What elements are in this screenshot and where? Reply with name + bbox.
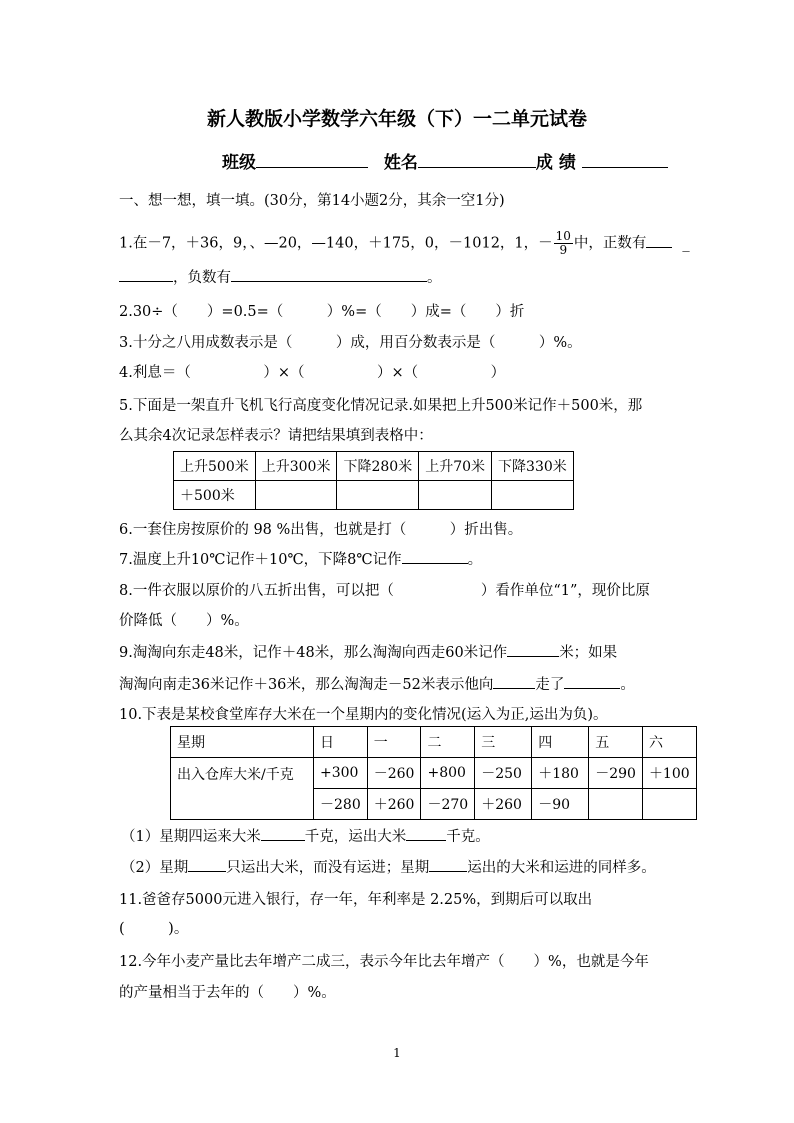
table-cell: +300	[314, 758, 368, 789]
question-12-line-1: 12.今年小麦产量比去年增产二成三，表示今年比去年增产（ ）%，也就是今年	[119, 954, 649, 970]
score-label: 成 绩	[535, 153, 576, 173]
table-cell: －260	[367, 758, 421, 789]
class-label: 班级	[222, 153, 256, 173]
table-header-cell: 一	[367, 727, 421, 758]
q9-blank-2[interactable]	[493, 674, 535, 689]
question-11-line-2: ( )。	[119, 921, 189, 937]
name-label: 姓名	[383, 153, 418, 173]
question-8-line-2: 价降低（ ）%。	[119, 613, 249, 629]
table-cell: －290	[589, 758, 643, 789]
table-header-cell: 六	[642, 727, 696, 758]
q1-negative-label: ，负数有	[173, 270, 231, 286]
q9-blank-3[interactable]	[564, 674, 620, 689]
question-6: 6.一套住房按原价的 98 %出售，也就是打（ ）折出售。	[119, 522, 523, 538]
table-cell: －90	[532, 789, 589, 820]
q7-text: 7.温度上升10℃记作＋10℃，下降8℃记作	[119, 552, 402, 568]
answer-cell[interactable]	[419, 481, 492, 510]
question-12-line-2: 的产量相当于去年的（ ）%。	[119, 985, 336, 1001]
positive-blank[interactable]	[646, 233, 672, 248]
score-blank[interactable]	[582, 151, 668, 168]
fraction-10-9	[554, 230, 573, 257]
table-header-cell: 四	[532, 727, 589, 758]
q7-period: 。	[467, 552, 483, 568]
question-4: 4.利息＝（ ）×（ ）×（ ）	[119, 365, 506, 381]
table-header-cell: 上升500米	[174, 452, 256, 481]
table-header-cell: 上升300米	[255, 452, 337, 481]
question-2: 2.30÷（ ）=0.5=（ ）%=（ ）成=（ ）折	[119, 304, 525, 320]
table-header-cell: 三	[475, 727, 532, 758]
q1-text: 1.在－7，＋36，9，、—20，—140，＋175，0，－1012，1，－	[119, 235, 553, 252]
q9-period: 。	[620, 677, 635, 693]
table-cell: －250	[475, 758, 532, 789]
q10-2-text-a: （2）星期	[121, 860, 189, 876]
table-header-cell: 上升70米	[419, 452, 492, 481]
table-header-cell: 星期	[171, 727, 314, 758]
exam-title: 新人教版小学数学六年级（下）一二单元试卷	[206, 108, 587, 130]
q9-text-a: 9.淘淘向东走48米，记作＋48米，那么淘淘向西走60米记作	[119, 645, 508, 661]
table-cell: －280	[314, 789, 368, 820]
question-5-line-1: 5.下面是一架直升飞机飞行高度变化情况记录.如果把上升500米记作＋500米，那	[119, 398, 643, 414]
fraction-denominator: 9	[559, 243, 568, 257]
answer-cell[interactable]	[492, 481, 574, 510]
table-header-cell: 五	[589, 727, 643, 758]
q10-2-text-b: 只运出大米，而没有运进；星期	[226, 860, 430, 876]
table-cell	[589, 789, 643, 820]
q9-text-d: 走了	[535, 677, 565, 693]
table-cell: ＋500米	[174, 481, 256, 510]
table-header-cell: 日	[314, 727, 368, 758]
fraction-numerator: 10	[555, 229, 571, 243]
question-5-line-2: 么其余4次记录怎样表示？请把结果填到表格中：	[119, 428, 433, 444]
page-number: 1	[393, 1046, 401, 1060]
class-blank[interactable]	[256, 151, 368, 168]
question-1-line-1	[119, 230, 699, 257]
question-8-line-1: 8.一件衣服以原价的八五折出售，可以把（ ）看作单位“1”，现价比原	[119, 583, 650, 599]
student-info-line	[222, 148, 692, 173]
q9-blank-1[interactable]	[507, 642, 559, 657]
table-cell: ＋100	[642, 758, 696, 789]
altitude-record-table	[173, 451, 574, 510]
table-row	[171, 727, 697, 758]
answer-cell[interactable]	[255, 481, 337, 510]
table-cell: ＋260	[367, 789, 421, 820]
q10-1-text-b: 千克，运出大米	[304, 829, 407, 845]
q1-period: 。	[427, 270, 442, 286]
section-1-heading: 一、想一想，填一填。(30分，第14小题2分，其余一空1分)	[119, 193, 505, 209]
q9-text-c: 淘淘向南走36米记作＋36米，那么淘淘走－52米表示他向	[119, 677, 494, 693]
q9-text-b: 米；如果	[559, 645, 618, 661]
question-9-line-2	[119, 673, 699, 697]
q10-2-blank-2[interactable]	[429, 857, 467, 872]
q10-2-blank-1[interactable]	[188, 857, 226, 872]
question-9-line-1	[119, 641, 699, 665]
q1-positive-label: 中，正数有	[573, 235, 647, 252]
table-cell: －270	[421, 789, 475, 820]
table-header-cell: 二	[421, 727, 475, 758]
question-11-line-1: 11.爸爸存5000元进入银行，存一年，年利率是 2.25%，到期后可以取出	[119, 892, 593, 908]
question-7	[119, 548, 699, 572]
table-header-cell: 下降330米	[492, 452, 574, 481]
rice-stock-table	[170, 726, 697, 820]
q10-1-text-a: （1）星期四运来大米	[121, 829, 261, 845]
table-row	[171, 758, 697, 789]
table-cell	[642, 789, 696, 820]
answer-cell[interactable]	[337, 481, 419, 510]
question-10-part-2	[121, 856, 701, 880]
q1-underscore: _	[682, 235, 690, 252]
q10-1-blank-2[interactable]	[406, 826, 446, 841]
q10-1-text-c: 千克。	[446, 829, 490, 845]
table-row	[174, 481, 574, 510]
table-cell: ＋180	[532, 758, 589, 789]
row-label-cell: 出入仓库大米/千克	[171, 758, 314, 820]
question-1-line-2	[119, 266, 699, 290]
q7-blank[interactable]	[402, 549, 468, 564]
table-cell: ＋260	[475, 789, 532, 820]
question-10-part-1	[121, 825, 701, 849]
negative-blank[interactable]	[231, 267, 427, 282]
q10-2-text-c: 运出的大米和运进的同样多。	[467, 860, 656, 876]
q10-1-blank-1[interactable]	[261, 826, 305, 841]
table-row	[174, 452, 574, 481]
question-3: 3.十分之八用成数表示是（ ）成，用百分数表示是（ ）%。	[119, 335, 582, 351]
name-blank[interactable]	[418, 151, 536, 168]
question-10: 10.下表是某校食堂库存大米在一个星期内的变化情况(运入为正,运出为负)。	[119, 707, 608, 723]
positive-blank-continued[interactable]	[119, 267, 173, 282]
table-cell: +800	[421, 758, 475, 789]
table-header-cell: 下降280米	[337, 452, 419, 481]
